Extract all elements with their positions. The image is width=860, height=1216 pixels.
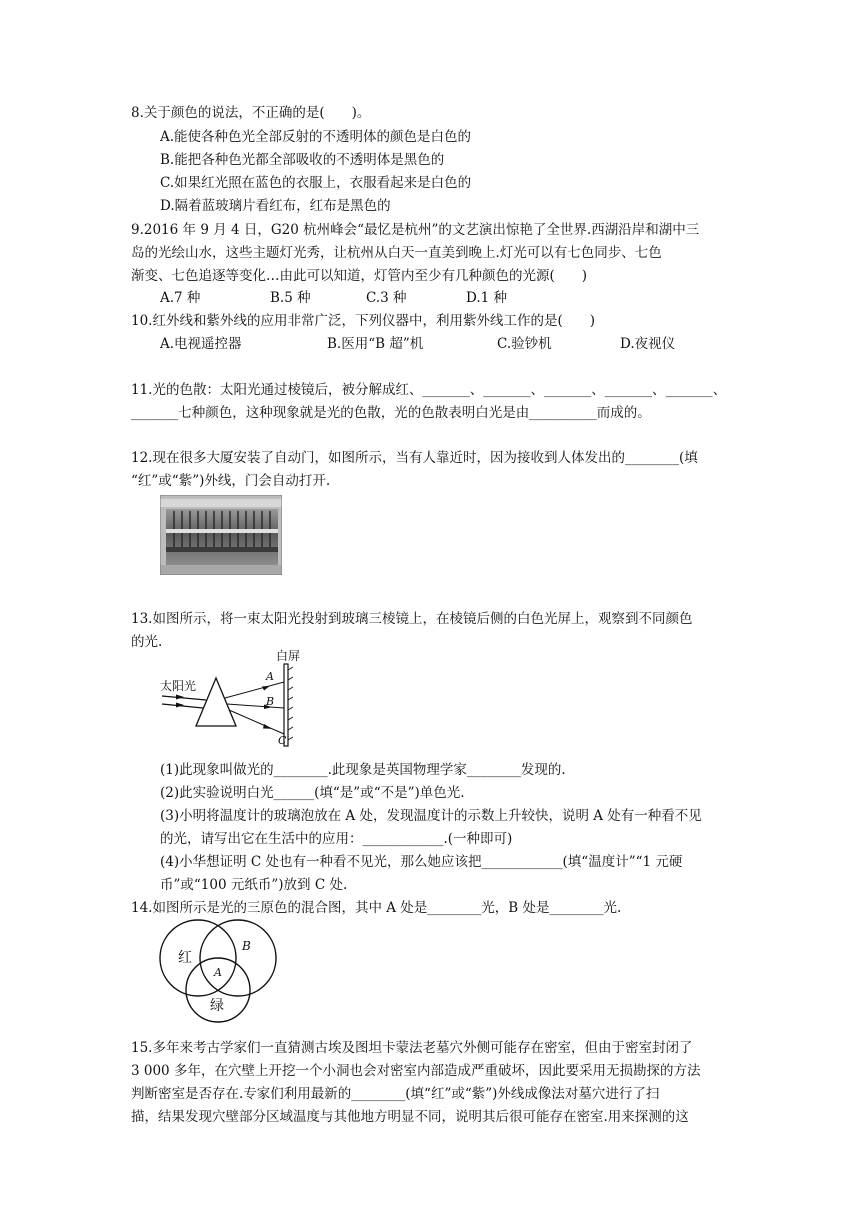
q15-line-4: 描，结果发现穴壁部分区域温度与其他地方明显不同，说明其后很可能存在密室.用来探测的这 <box>131 1109 689 1125</box>
q9-option-b: B.5 种 <box>270 290 311 306</box>
red-label: 红 <box>178 950 192 966</box>
a-label: A <box>214 966 222 979</box>
q13-sub-2: (2)此实验说明白光______(填“是”或“不是”)单色光. <box>160 785 465 801</box>
q12-line-1: 12.现在很多大厦安装了自动门，如图所示，当有人靠近时，因为接收到人体发出的________(填 <box>131 450 698 466</box>
q8-stem: 8.关于颜色的说法，不正确的是( )。 <box>131 105 371 121</box>
screen-label: 白屏 <box>276 649 301 663</box>
q13-line-2: 的光. <box>131 634 163 650</box>
green-label: 绿 <box>210 998 224 1014</box>
q11-line-2: _______七种颜色，这种现象就是光的色散，光的色散表明白光是由__________而成的。 <box>131 405 651 421</box>
q15-line-2: 3 000 多年，在穴壁上开挖一个小洞也会对密室内部造成严重破坏，因此要采用无损勘探的方法 <box>131 1063 701 1079</box>
q9-option-c: C.3 种 <box>366 290 407 306</box>
primary-colors-venn-diagram <box>156 918 280 1024</box>
q11-line-1: 11.光的色散：太阳光通过棱镜后，被分解成红、_______、_______、_______、_______、_______、 <box>131 382 727 398</box>
q15-line-1: 15.多年来考古学家们一直猜测古埃及图坦卡蒙法老墓穴外侧可能存在密室，但由于密室封闭了 <box>131 1040 693 1056</box>
q13-line-1: 13.如图所示，将一束太阳光投射到玻璃三棱镜上，在棱镜后侧的白色光屏上，观察到不同颜色 <box>131 611 693 627</box>
q13-sub-3-line-1: (3)小明将温度计的玻璃泡放在 A 处，发现温度计的示数上升较快，说明 A 处有一种看不见 <box>160 808 702 824</box>
q8-option-c: C.如果红光照在蓝色的衣服上，衣服看起来是白色的 <box>160 175 472 191</box>
q12-line-2: “红”或“紫”)外线，门会自动打开. <box>131 473 331 489</box>
q13-sub-1: (1)此现象叫做光的________.此现象是英国物理学家________发现的. <box>160 762 566 778</box>
sunlight-label: 太阳光 <box>160 679 197 693</box>
q9-option-a: A.7 种 <box>160 290 201 306</box>
q8-option-b: B.能把各种色光都全部吸收的不透明体是黑色的 <box>160 152 445 168</box>
b-label: B <box>242 939 251 953</box>
q13-sub-3-line-2: 的光，请写出它在生活中的应用：____________.(一种即可) <box>160 831 513 847</box>
q9-line-3: 渐变、七色追逐等变化…由此可以知道，灯管内至少有几种颜色的光源( ) <box>131 268 588 284</box>
q10-option-d: D.夜视仪 <box>620 336 676 352</box>
prism-dispersion-diagram <box>158 648 308 748</box>
ray-a-label: A <box>266 670 274 683</box>
q14-stem: 14.如图所示是光的三原色的混合图，其中 A 处是________光，B 处是________光. <box>131 900 622 916</box>
glass-prism <box>196 678 236 726</box>
ray-b-label: B <box>266 695 275 708</box>
automatic-door-photo <box>160 495 282 575</box>
q13-sub-4-line-1: (4)小华想证明 C 处也有一种看不见光，那么她应该把____________(填“温度计”“1 元硬 <box>160 854 683 870</box>
q15-line-3: 判断密室是否存在.专家们利用最新的________(填“红”或“紫”)外线成像法对墓穴进行了扫 <box>131 1086 660 1102</box>
q9-option-d: D.1 种 <box>466 290 508 306</box>
q8-option-d: D.隔着蓝玻璃片看红布，红布是黑色的 <box>160 198 391 214</box>
q10-stem: 10.红外线和紫外线的应用非常广泛，下列仪器中，利用紫外线工作的是( ) <box>131 313 596 329</box>
ray-c-label: C <box>278 734 287 747</box>
q9-line-1: 9.2016 年 9 月 4 日，G20 杭州峰会“最忆是杭州”的文艺演出惊艳了全世界.西湖沿岸和湖中三 <box>131 222 700 238</box>
q9-line-2: 岛的光绘山水，这些主题灯光秀，让杭州从白天一直美到晚上.灯光可以有七色同步、七色 <box>131 245 662 261</box>
q10-option-c: C.验钞机 <box>497 336 552 352</box>
q10-option-b: B.医用“B 超”机 <box>327 336 424 352</box>
q10-option-a: A.电视遥控器 <box>160 336 242 352</box>
q13-sub-4-line-2: 币”或“100 元纸币”)放到 C 处. <box>160 877 348 893</box>
q8-option-a: A.能使各种色光全部反射的不透明体的颜色是白色的 <box>160 129 472 145</box>
